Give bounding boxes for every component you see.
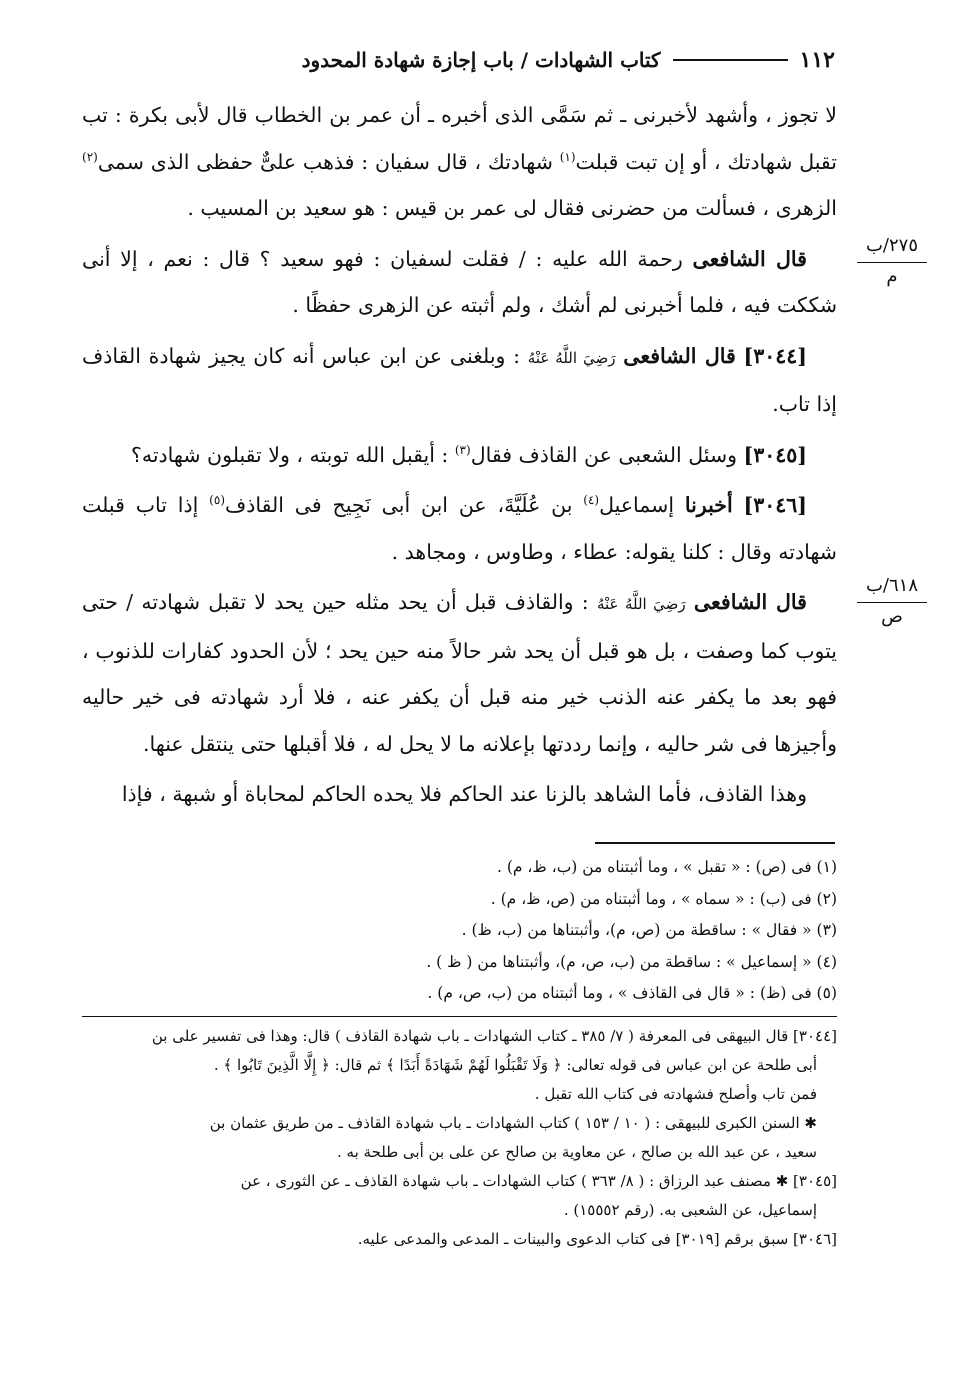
footnote: (٥) فى (ظ) : « قال فى القاذف » ، وما أثبتناه من (ب، ص، م) . xyxy=(427,984,837,1002)
page-number: ١١٢ xyxy=(799,47,835,73)
margin-folio-ref: ٦١٨/ب xyxy=(857,572,927,603)
source-line: فمن تاب وأصلح فشهادته فى كتاب الله تقبل . xyxy=(534,1085,817,1103)
narration-number: [٣٠٤٤] xyxy=(743,343,807,368)
paragraph-text: وهذا القاذف، فأما الشاهد بالزنا عند الحاكم فلا يحده الحاكم لمحاباة أو شبهة ، فإذا xyxy=(121,782,807,806)
paragraph-text: إسماعيل xyxy=(599,493,685,517)
speaker-label: قال الشافعى xyxy=(692,246,807,271)
paragraph-text: بن عُلَيَّةَ، عن ابن أبى نَجِيح فى القاذف xyxy=(225,493,584,517)
footnotes xyxy=(82,852,837,1010)
honorific-glyph: رَضِيَ اللَّهُ عَنْهُ xyxy=(527,348,616,367)
source-references xyxy=(82,1022,837,1254)
footnote: (٢) فى (ب) : « سماه » ، وما أثبتناه من (ص، ظ، م) . xyxy=(490,889,837,908)
narration-number: [٣٠٤٦] xyxy=(743,493,807,517)
source-line: [٣٠٤٥] ✱ مصنف عبد الرزاق : ( ٨/ ٣٦٣ ) كتاب الشهادات ـ باب شهادة القاذف ـ عن الثورى ، عن xyxy=(240,1172,837,1190)
page-header xyxy=(80,40,835,80)
source-line: ✱ السنن الكبرى للبيهقى : ( ١٠ / ١٥٣ ) كتاب الشهادات ـ باب شهادة القاذف ـ من طريق عثمان بن xyxy=(209,1114,817,1132)
footnote-marker: (٢) xyxy=(82,149,98,164)
narration-number: [٣٠٤٥] xyxy=(743,442,807,467)
footnote-marker: (٥) xyxy=(209,493,225,508)
paragraph-text: لا تجوز ، وأشهد لأخبرنى ـ ثم سَمَّى الذى أخبره ـ أن عمر بن الخطاب قال لأبى بكرة : تب تقبل شهادتك ، أو إن تبت قبلت xyxy=(82,103,837,174)
margin-folio-note xyxy=(857,572,927,631)
honorific-glyph: رَضِيَ اللَّهُ عَنْهُ xyxy=(596,595,686,613)
paragraph-text: إذا تاب قبلت شهادته وقال : كلنا يقوله: عطاء ، وطاوس ، ومجاهد . xyxy=(82,493,837,564)
paragraph xyxy=(82,92,837,232)
paragraph xyxy=(82,771,837,818)
source-line: [٣٠٤٦] سبق برقم [٣٠١٩] فى كتاب الدعوى والبينات ـ المدعى والمدعى عليه. xyxy=(357,1230,837,1248)
source-line: إسماعيل، عن الشعبى به. (رقم ١٥٥٥٢) . xyxy=(563,1201,817,1219)
margin-manuscript-mark: ص xyxy=(881,606,903,627)
paragraph-text: وسئل الشعبى عن القاذف فقال xyxy=(470,442,744,467)
source-line: [٣٠٤٤] قال البيهقى فى المعرفة ( ٧/ ٣٨٥ ـ كتاب الشهادات ـ باب شهادة القاذف ) قال: وهذا فى تفسير على بن xyxy=(151,1027,837,1045)
speaker-label: قال الشافعى xyxy=(693,590,807,614)
footnote: (١) فى (ص) : « تقبل » ، وما أثبتناه من (ب، ظ، م) . xyxy=(497,858,837,876)
main-text xyxy=(82,92,837,822)
margin-folio-ref: ٢٧٥/ب xyxy=(857,232,927,263)
paragraph xyxy=(82,432,837,479)
header-rule xyxy=(673,59,788,61)
paragraph-text: شهادتك ، قال سفيان : فذهب علىٌّ حفظى الذى سمى xyxy=(97,149,560,174)
sources-divider xyxy=(82,1016,837,1017)
speaker-label: قال الشافعى xyxy=(623,343,736,368)
margin-folio-note xyxy=(857,232,927,291)
paragraph xyxy=(82,236,837,329)
running-title: كتاب الشهادات / باب إجازة شهادة المحدود xyxy=(301,48,661,72)
paragraph-text: : والقاذف قبل أن يحد مثله حين يحد لا تقبل شهادته / حتى يتوب كما وصفت ، بل هو قبل أن يحد شر حالاً منه حين يحد ؛ لأن الحدود كفارات للذنوب ، فهو بعد ما يكفر عنه الذنب خير منه قبل أن يكفر عنه ، فلا أرد شهادته فى خير حاليه وأجيزها فى شر حاليه ، وإنما رددتها بإعلانه ما لا يحل له ، فلا أقبلها حتى ينتقل عنها. xyxy=(82,590,837,756)
source-line: سعيد ، عن عبد الله بن صالح ، عن معاوية بن صالح عن على بن أبى طلحة به . xyxy=(337,1143,817,1161)
footnote-marker: (٣) xyxy=(454,442,471,457)
footnote: (٣) « فقال » : ساقطة من (ص، م)، وأثبتناها من (ب، ظ) . xyxy=(461,921,837,939)
footnote: (٤) « إسماعيل » : ساقطة من (ب، ص، م)، وأثبتناها من ( ظ ) . xyxy=(426,952,837,971)
paragraph xyxy=(82,579,837,767)
paragraph-text: : أيقبل الله توبته ، ولا تقبلون شهادته؟ xyxy=(130,442,455,467)
paragraph-text: رحمة الله عليه : / فقلت لسفيان : فهو سعيد ؟ قال : نعم ، إلا أنى شككت فيه ، فلما أخبرنى لم أشك ، ولم أثبته عن الزهرى حفظًا . xyxy=(82,246,837,317)
footnote-marker: (٤) xyxy=(583,493,600,508)
speaker-label: أخبرنا xyxy=(684,493,733,517)
paragraph xyxy=(82,333,837,428)
paragraph-text: : وبلغنى عن ابن عباس أنه كان يجيز شهادة القاذف إذا تاب. xyxy=(82,343,837,416)
paragraph xyxy=(82,482,837,575)
source-line: أبى طلحة عن ابن عباس فى قوله تعالى: ﴿ وَلَا تَقْبَلُوا لَهُمْ شَهَادَةً أَبَدًا ﴾ ثم قال: ﴿ إِلَّا الَّذِينَ تَابُوا ﴾ . xyxy=(213,1056,817,1074)
margin-manuscript-mark: م xyxy=(886,266,898,287)
footnote-divider xyxy=(595,842,835,844)
footnote-marker: (١) xyxy=(559,149,576,164)
paragraph-text: الزهرى ، فسألت من حضرنى فقال لى عمر بن قيس : هو سعيد بن المسيب . xyxy=(187,196,837,220)
